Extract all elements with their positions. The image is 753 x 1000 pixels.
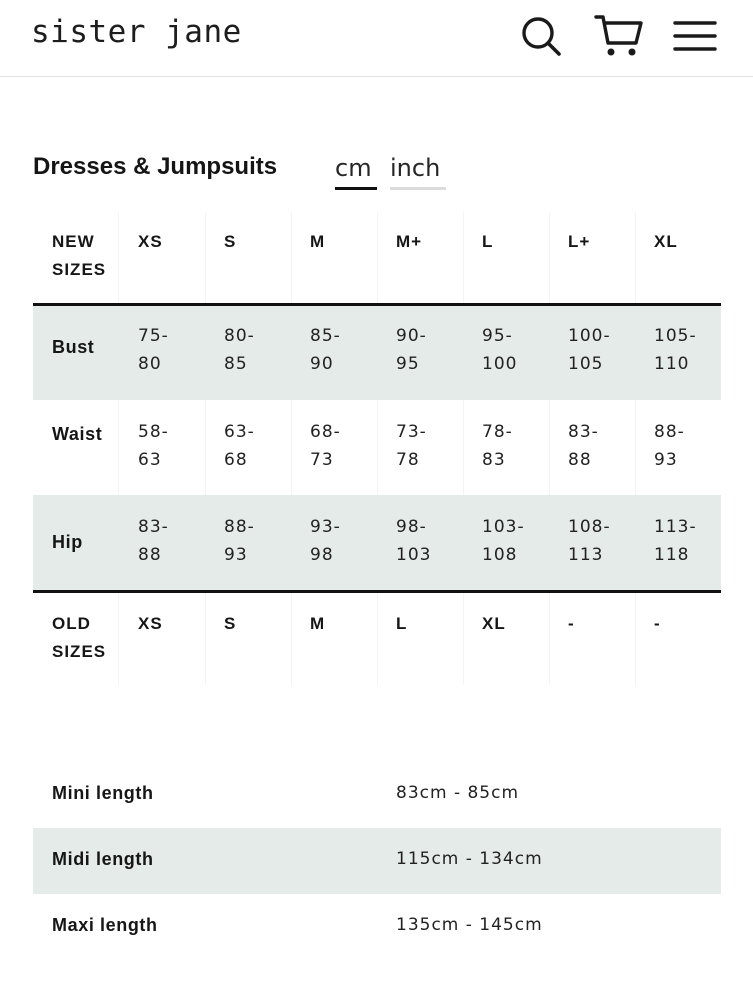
column-divider bbox=[205, 212, 206, 304]
column-divider bbox=[463, 400, 464, 495]
hip-xl-to: 118 bbox=[654, 545, 690, 565]
old-size-none: - bbox=[568, 614, 575, 633]
hip-m-plus-from: 98- bbox=[396, 517, 427, 537]
waist-m-to: 73 bbox=[310, 450, 334, 470]
table-rule bbox=[33, 590, 721, 593]
waist-l-plus-from: 83- bbox=[568, 422, 599, 442]
search-icon[interactable] bbox=[520, 15, 562, 57]
column-divider bbox=[635, 212, 636, 304]
old-size-l: L bbox=[396, 614, 408, 633]
unit-toggle-inch[interactable]: inch bbox=[390, 154, 441, 182]
bust-xl-from: 105- bbox=[654, 326, 697, 346]
bust-xs-to: 80 bbox=[138, 354, 162, 374]
bust-l-from: 95- bbox=[482, 326, 513, 346]
hip-l-plus-from: 108- bbox=[568, 517, 611, 537]
bust-xl-to: 110 bbox=[654, 354, 690, 374]
size-table bbox=[33, 212, 721, 685]
bust-m-plus-to: 95 bbox=[396, 354, 420, 374]
new-sizes-row bbox=[33, 212, 721, 304]
bust-l-plus-from: 100- bbox=[568, 326, 611, 346]
waist-m-plus-from: 73- bbox=[396, 422, 427, 442]
waist-xl-from: 88- bbox=[654, 422, 685, 442]
waist-m-from: 68- bbox=[310, 422, 341, 442]
column-divider bbox=[549, 212, 550, 304]
size-header-xs: XS bbox=[138, 232, 163, 251]
column-divider bbox=[377, 400, 378, 495]
column-divider bbox=[291, 400, 292, 495]
column-divider bbox=[549, 400, 550, 495]
page-title: Dresses & Jumpsuits bbox=[33, 153, 278, 180]
size-header-l: L bbox=[482, 232, 494, 251]
column-divider bbox=[118, 212, 119, 304]
old-size-xs: XS bbox=[138, 614, 163, 633]
old-sizes-label-line2: SIZES bbox=[52, 642, 107, 661]
waist-xs-to: 63 bbox=[138, 450, 162, 470]
table-rule bbox=[33, 303, 721, 306]
column-divider bbox=[377, 212, 378, 304]
length-value: 135cm - 145cm bbox=[396, 915, 543, 935]
unit-toggle-cm[interactable]: cm bbox=[335, 154, 372, 182]
length-row-maxi bbox=[33, 894, 721, 960]
menu-icon[interactable] bbox=[673, 20, 717, 54]
length-label: Mini length bbox=[52, 783, 154, 803]
old-sizes-row bbox=[33, 590, 721, 685]
row-label-waist: Waist bbox=[52, 424, 103, 444]
column-divider bbox=[635, 400, 636, 495]
column-divider bbox=[463, 212, 464, 304]
length-label: Maxi length bbox=[52, 915, 158, 935]
column-divider bbox=[118, 590, 119, 685]
old-size-s: S bbox=[224, 614, 237, 633]
column-divider bbox=[205, 400, 206, 495]
hip-xs-to: 88 bbox=[138, 545, 162, 565]
row-label-hip: Hip bbox=[52, 532, 83, 552]
size-header-l-plus: L+ bbox=[568, 232, 591, 251]
size-header-s: S bbox=[224, 232, 237, 251]
length-row-midi bbox=[33, 828, 721, 894]
hip-m-plus-to: 103 bbox=[396, 545, 432, 565]
column-divider bbox=[291, 590, 292, 685]
waist-xs-from: 58- bbox=[138, 422, 169, 442]
waist-l-from: 78- bbox=[482, 422, 513, 442]
column-divider bbox=[635, 590, 636, 685]
waist-s-to: 68 bbox=[224, 450, 248, 470]
size-header-m-plus: M+ bbox=[396, 232, 423, 251]
bust-xs-from: 75- bbox=[138, 326, 169, 346]
bust-l-to: 100 bbox=[482, 354, 518, 374]
hip-m-from: 93- bbox=[310, 517, 341, 537]
waist-l-to: 83 bbox=[482, 450, 506, 470]
waist-s-from: 63- bbox=[224, 422, 255, 442]
column-divider bbox=[377, 590, 378, 685]
old-size-none: - bbox=[654, 614, 661, 633]
bust-m-to: 90 bbox=[310, 354, 334, 374]
hip-row bbox=[33, 495, 721, 590]
site-header bbox=[0, 0, 753, 77]
bust-m-plus-from: 90- bbox=[396, 326, 427, 346]
old-sizes-label-line1: OLD bbox=[52, 614, 91, 633]
column-divider bbox=[549, 590, 550, 685]
hip-xl-from: 113- bbox=[654, 517, 697, 537]
length-value: 115cm - 134cm bbox=[396, 849, 543, 869]
length-value: 83cm - 85cm bbox=[396, 783, 520, 803]
bust-m-from: 85- bbox=[310, 326, 341, 346]
column-divider bbox=[118, 400, 119, 495]
bust-s-from: 80- bbox=[224, 326, 255, 346]
hip-m-to: 98 bbox=[310, 545, 334, 565]
hip-s-from: 88- bbox=[224, 517, 255, 537]
bust-l-plus-to: 105 bbox=[568, 354, 604, 374]
waist-row bbox=[33, 400, 721, 495]
row-label-bust: Bust bbox=[52, 337, 95, 357]
hip-s-to: 93 bbox=[224, 545, 248, 565]
old-size-m: M bbox=[310, 614, 326, 633]
old-size-xl: XL bbox=[482, 614, 506, 633]
size-header-m: M bbox=[310, 232, 326, 251]
bust-s-to: 85 bbox=[224, 354, 248, 374]
new-sizes-label-line1: NEW bbox=[52, 232, 95, 251]
length-label: Midi length bbox=[52, 849, 154, 869]
length-row-mini bbox=[33, 762, 721, 828]
cart-icon[interactable] bbox=[594, 13, 644, 59]
column-divider bbox=[205, 590, 206, 685]
active-unit-underline bbox=[335, 187, 377, 190]
inactive-unit-underline bbox=[390, 187, 446, 190]
hip-l-to: 108 bbox=[482, 545, 518, 565]
waist-l-plus-to: 88 bbox=[568, 450, 592, 470]
column-divider bbox=[291, 212, 292, 304]
size-header-xl: XL bbox=[654, 232, 678, 251]
hip-l-from: 103- bbox=[482, 517, 525, 537]
column-divider bbox=[463, 590, 464, 685]
waist-m-plus-to: 78 bbox=[396, 450, 420, 470]
bust-row bbox=[33, 304, 721, 400]
hip-xs-from: 83- bbox=[138, 517, 169, 537]
site-logo[interactable]: sister jane bbox=[31, 14, 242, 50]
length-table bbox=[33, 762, 721, 960]
new-sizes-label-line2: SIZES bbox=[52, 260, 107, 279]
hip-l-plus-to: 113 bbox=[568, 545, 604, 565]
waist-xl-to: 93 bbox=[654, 450, 678, 470]
